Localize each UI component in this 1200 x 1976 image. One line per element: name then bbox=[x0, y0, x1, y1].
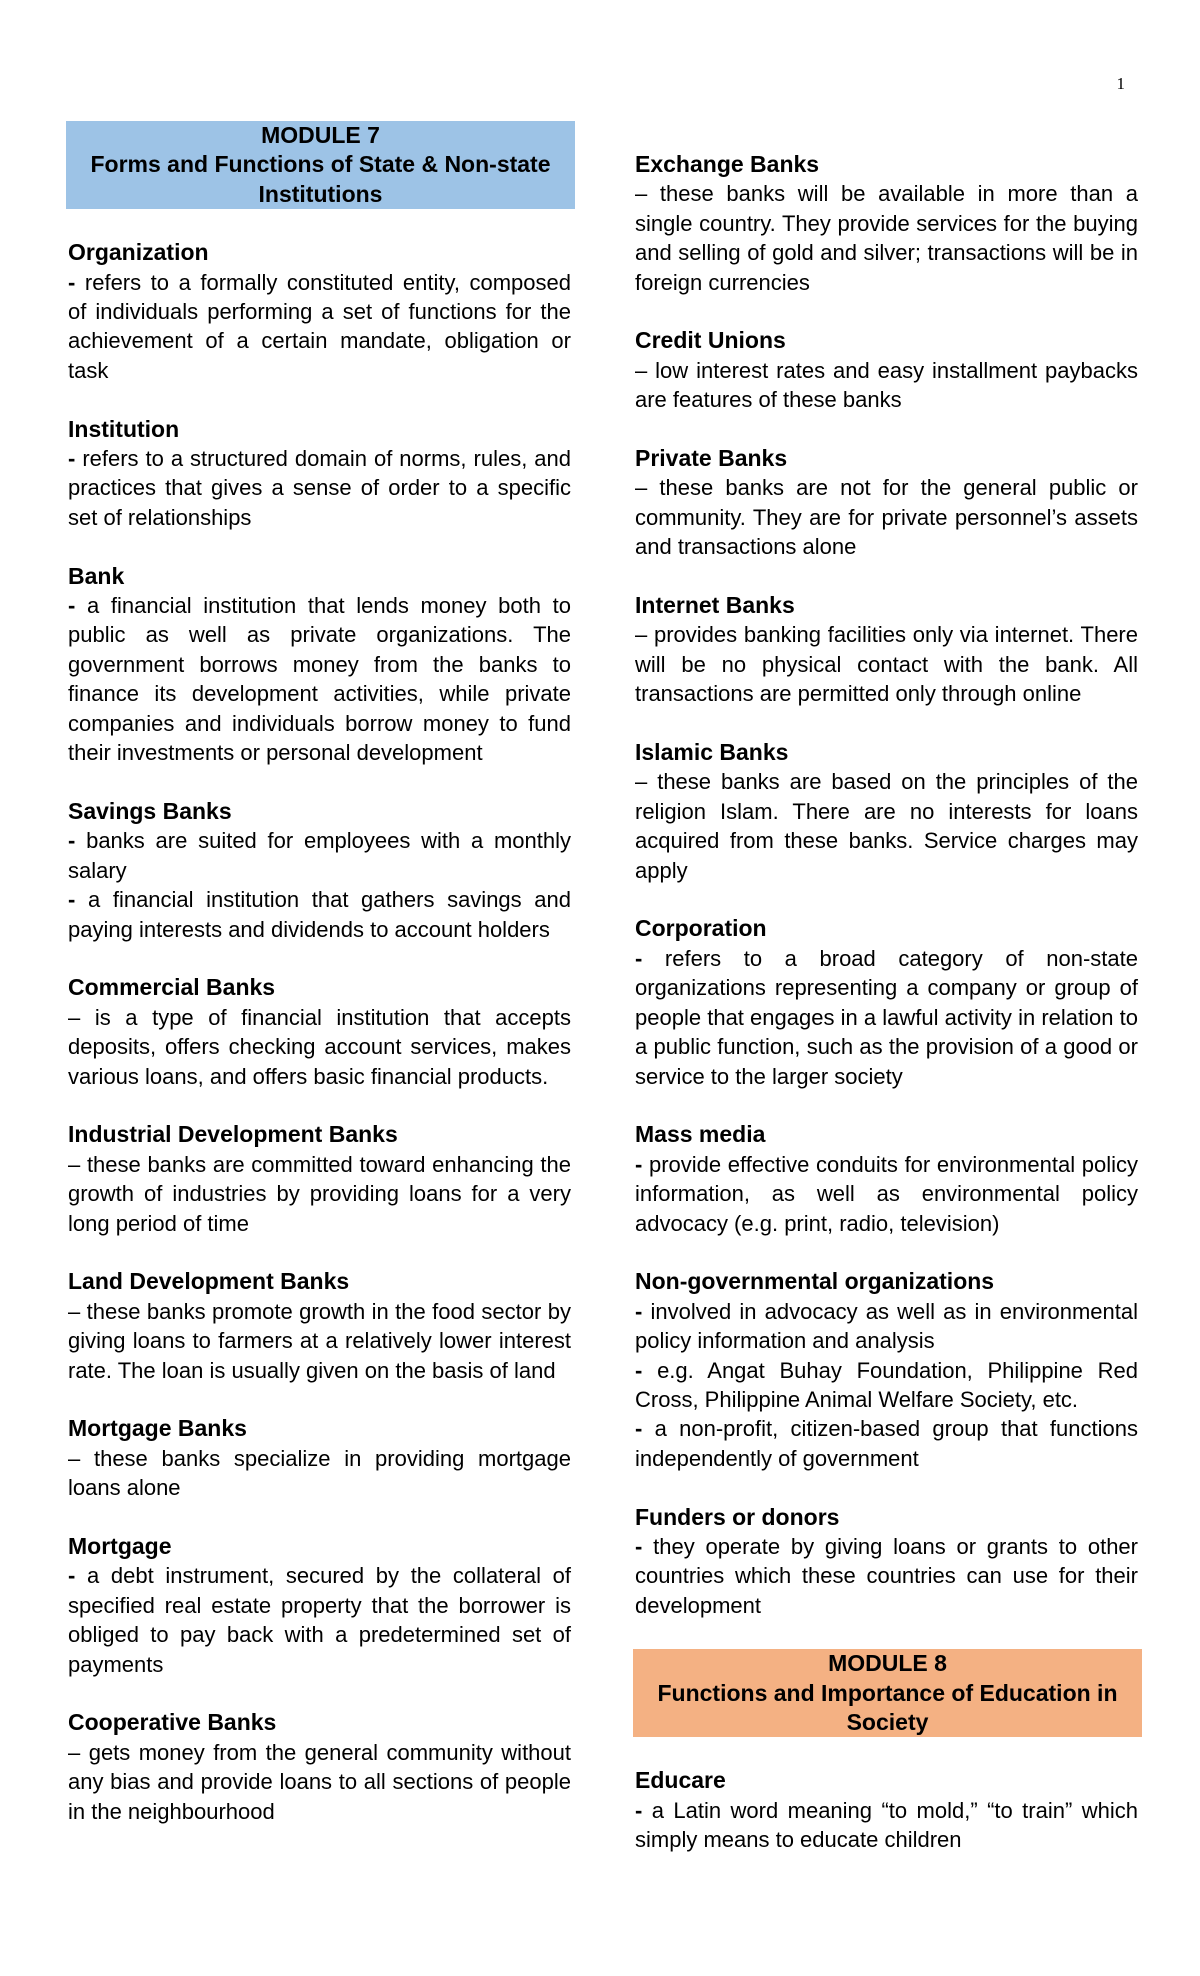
term-heading: Mortgage Banks bbox=[68, 1415, 247, 1442]
term-heading: Bank bbox=[68, 562, 125, 589]
definition-text bbox=[68, 444, 571, 532]
bullet-dash: - bbox=[635, 1533, 643, 1559]
bullet-dash: – bbox=[635, 357, 648, 383]
module-number: MODULE 7 bbox=[261, 122, 380, 148]
term-heading: Mortgage bbox=[68, 1532, 172, 1559]
definition-entry bbox=[68, 1414, 571, 1502]
term-heading: Non-governmental organizations bbox=[635, 1268, 995, 1295]
bullet-dash: - bbox=[68, 887, 76, 913]
term-heading: Industrial Development Banks bbox=[68, 1121, 398, 1148]
definition-body: provide effective conduits for environmental policy information, as well as environmental policy advocacy (e.g. print, radio, television) bbox=[635, 1151, 1138, 1236]
right-after-entries bbox=[635, 1766, 1138, 1854]
bullet-dash: – bbox=[68, 1298, 81, 1324]
term-heading: Internet Banks bbox=[635, 592, 795, 619]
definition-text bbox=[68, 591, 571, 767]
term-heading: Educare bbox=[635, 1767, 726, 1794]
definition-body: provides banking facilities only via internet. There will be no physical contact with the bank. All transactions are permitted only through online bbox=[635, 622, 1138, 707]
definition-text bbox=[68, 1003, 571, 1091]
definition-body: these banks are not for the general public or community. They are for private personnel’s assets and transactions alone bbox=[635, 475, 1138, 560]
module-title: Forms and Functions of State & Non-state Institutions bbox=[90, 151, 551, 207]
definition-body: these banks promote growth in the food sector by giving loans to farmers at a relatively lower interest rate. The loan is usually given on the basis of land bbox=[68, 1298, 571, 1383]
bullet-dash: – bbox=[635, 181, 648, 207]
definition-text bbox=[68, 1297, 571, 1385]
definition-body: these banks will be available in more than a single country. They provide services for the buying and selling of gold and silver; transactions will be in foreign currencies bbox=[635, 181, 1138, 295]
definition-entry bbox=[68, 797, 571, 944]
term-heading: Cooperative Banks bbox=[68, 1709, 277, 1736]
definition-body: refers to a formally constituted entity, composed of individuals performing a set of functions for the achievement of a certain mandate, obligation or task bbox=[68, 269, 571, 383]
bullet-dash: - bbox=[68, 269, 76, 295]
definition-body: low interest rates and easy installment paybacks are features of these banks bbox=[635, 357, 1138, 413]
definition-text bbox=[635, 1532, 1138, 1620]
definition-entry bbox=[68, 562, 571, 768]
definition-text bbox=[635, 473, 1138, 561]
bullet-dash: - bbox=[635, 1298, 643, 1324]
bullet-dash: – bbox=[68, 1151, 81, 1177]
definition-body: e.g. Angat Buhay Foundation, Philippine Red Cross, Philippine Animal Welfare Society, etc. bbox=[635, 1357, 1138, 1412]
definition-entry bbox=[635, 738, 1138, 885]
module-7-header bbox=[66, 121, 575, 209]
definition-body: refers to a broad category of non-state organizations representing a company or group of people that engages in a lawful activity in relation to a public function, such as the provision of a good or service to the larger society bbox=[635, 945, 1138, 1089]
definition-entry bbox=[68, 415, 571, 533]
bullet-dash: - bbox=[68, 446, 76, 472]
definition-text bbox=[68, 1444, 571, 1503]
definition-body: these banks are committed toward enhancing the growth of industries by providing loans for a very long period of time bbox=[68, 1151, 571, 1236]
definition-body: is a type of financial institution that accepts deposits, offers checking account services, makes various loans, and offers basic financial products. bbox=[68, 1004, 571, 1089]
definition-entry bbox=[68, 1532, 571, 1679]
term-heading: Land Development Banks bbox=[68, 1268, 350, 1295]
definition-text bbox=[635, 1356, 1138, 1415]
bullet-dash: – bbox=[68, 1004, 81, 1030]
definition-text bbox=[635, 1297, 1138, 1356]
module-title: Functions and Importance of Education in Society bbox=[657, 1679, 1118, 1735]
term-heading: Private Banks bbox=[635, 445, 788, 472]
definition-text bbox=[635, 1796, 1138, 1855]
term-heading: Exchange Banks bbox=[635, 151, 820, 177]
definition-entry bbox=[68, 973, 571, 1091]
definition-body: gets money from the general community without any bias and provide loans to all sections of people in the neighbourhood bbox=[68, 1739, 571, 1824]
term-heading: Savings Banks bbox=[68, 797, 232, 824]
bullet-dash: - bbox=[635, 1797, 643, 1823]
term-heading: Islamic Banks bbox=[635, 739, 789, 766]
definition-text bbox=[635, 944, 1138, 1091]
definition-body: a Latin word meaning “to mold,” “to train” which simply means to educate children bbox=[635, 1797, 1138, 1853]
definition-entry bbox=[635, 1120, 1138, 1238]
definition-text bbox=[68, 826, 571, 885]
definition-entry bbox=[635, 326, 1138, 414]
term-heading: Commercial Banks bbox=[68, 974, 276, 1001]
bullet-dash: - bbox=[635, 1151, 643, 1177]
bullet-dash: - bbox=[635, 945, 643, 971]
definition-text bbox=[68, 1738, 571, 1826]
definition-text bbox=[635, 1414, 1138, 1473]
bullet-dash: - bbox=[68, 593, 76, 619]
bullet-dash: – bbox=[68, 1445, 81, 1471]
definition-text bbox=[68, 268, 571, 386]
definition-text bbox=[68, 885, 571, 944]
definition-entry bbox=[68, 238, 571, 385]
definition-body: these banks specialize in providing mortgage loans alone bbox=[68, 1445, 571, 1501]
definition-body: these banks are based on the principles of the religion Islam. There are no interests for loans acquired from these banks. Service charges may apply bbox=[635, 769, 1138, 883]
definition-entry bbox=[635, 1766, 1138, 1854]
bullet-dash: – bbox=[635, 769, 648, 795]
term-heading: Corporation bbox=[635, 915, 767, 942]
definition-entry bbox=[68, 1708, 571, 1826]
definition-body: a non-profit, citizen-based group that functions independently of government bbox=[635, 1416, 1138, 1471]
definition-entry bbox=[635, 150, 1138, 297]
bullet-dash: – bbox=[68, 1739, 81, 1765]
definition-entry bbox=[68, 1267, 571, 1385]
definition-entry bbox=[635, 591, 1138, 709]
module-number: MODULE 8 bbox=[828, 1650, 947, 1677]
left-column bbox=[68, 121, 571, 1855]
right-entries bbox=[635, 150, 1138, 1620]
definition-entry bbox=[635, 444, 1138, 562]
bullet-dash: – bbox=[635, 475, 648, 501]
definition-body: a debt instrument, secured by the collateral of specified real estate property that the borrower is obliged to pay back with a predetermined set of payments bbox=[68, 1563, 571, 1677]
term-heading: Institution bbox=[68, 415, 180, 442]
term-heading: Organization bbox=[68, 239, 209, 266]
bullet-dash: - bbox=[68, 828, 76, 854]
definition-body: a financial institution that lends money both to public as well as private organizations. The government borrows money from the banks to finance its development activities, while private companies and individuals borrow money to fund their investments or personal development bbox=[68, 593, 571, 766]
right-column bbox=[635, 150, 1138, 1884]
page-number: 1 bbox=[1116, 74, 1125, 93]
bullet-dash: - bbox=[635, 1416, 643, 1442]
definition-entry bbox=[635, 1503, 1138, 1621]
definition-entry bbox=[635, 914, 1138, 1090]
bullet-dash: – bbox=[635, 622, 648, 648]
definition-body: refers to a structured domain of norms, rules, and practices that gives a sense of order to a specific set of relationships bbox=[68, 446, 571, 530]
term-heading: Funders or donors bbox=[635, 1503, 840, 1530]
definition-body: they operate by giving loans or grants to other countries which these countries can use for their development bbox=[635, 1533, 1138, 1618]
definition-body: banks are suited for employees with a monthly salary bbox=[68, 828, 571, 883]
definition-text bbox=[68, 1561, 571, 1679]
term-heading: Mass media bbox=[635, 1121, 766, 1148]
definition-entry bbox=[635, 1267, 1138, 1473]
definition-text bbox=[635, 356, 1138, 415]
term-heading: Credit Unions bbox=[635, 327, 786, 354]
definition-text bbox=[635, 1150, 1138, 1238]
module-8-header bbox=[633, 1649, 1142, 1737]
definition-entry bbox=[68, 1120, 571, 1238]
definition-text bbox=[68, 1150, 571, 1238]
bullet-dash: - bbox=[635, 1357, 643, 1383]
left-entries bbox=[68, 238, 571, 1826]
bullet-dash: - bbox=[68, 1563, 76, 1589]
definition-text bbox=[635, 179, 1138, 297]
definition-body: involved in advocacy as well as in environmental policy information and analysis bbox=[635, 1298, 1138, 1354]
definition-body: a financial institution that gathers savings and paying interests and dividends to account holders bbox=[68, 887, 571, 942]
definition-text bbox=[635, 767, 1138, 885]
definition-text bbox=[635, 620, 1138, 708]
